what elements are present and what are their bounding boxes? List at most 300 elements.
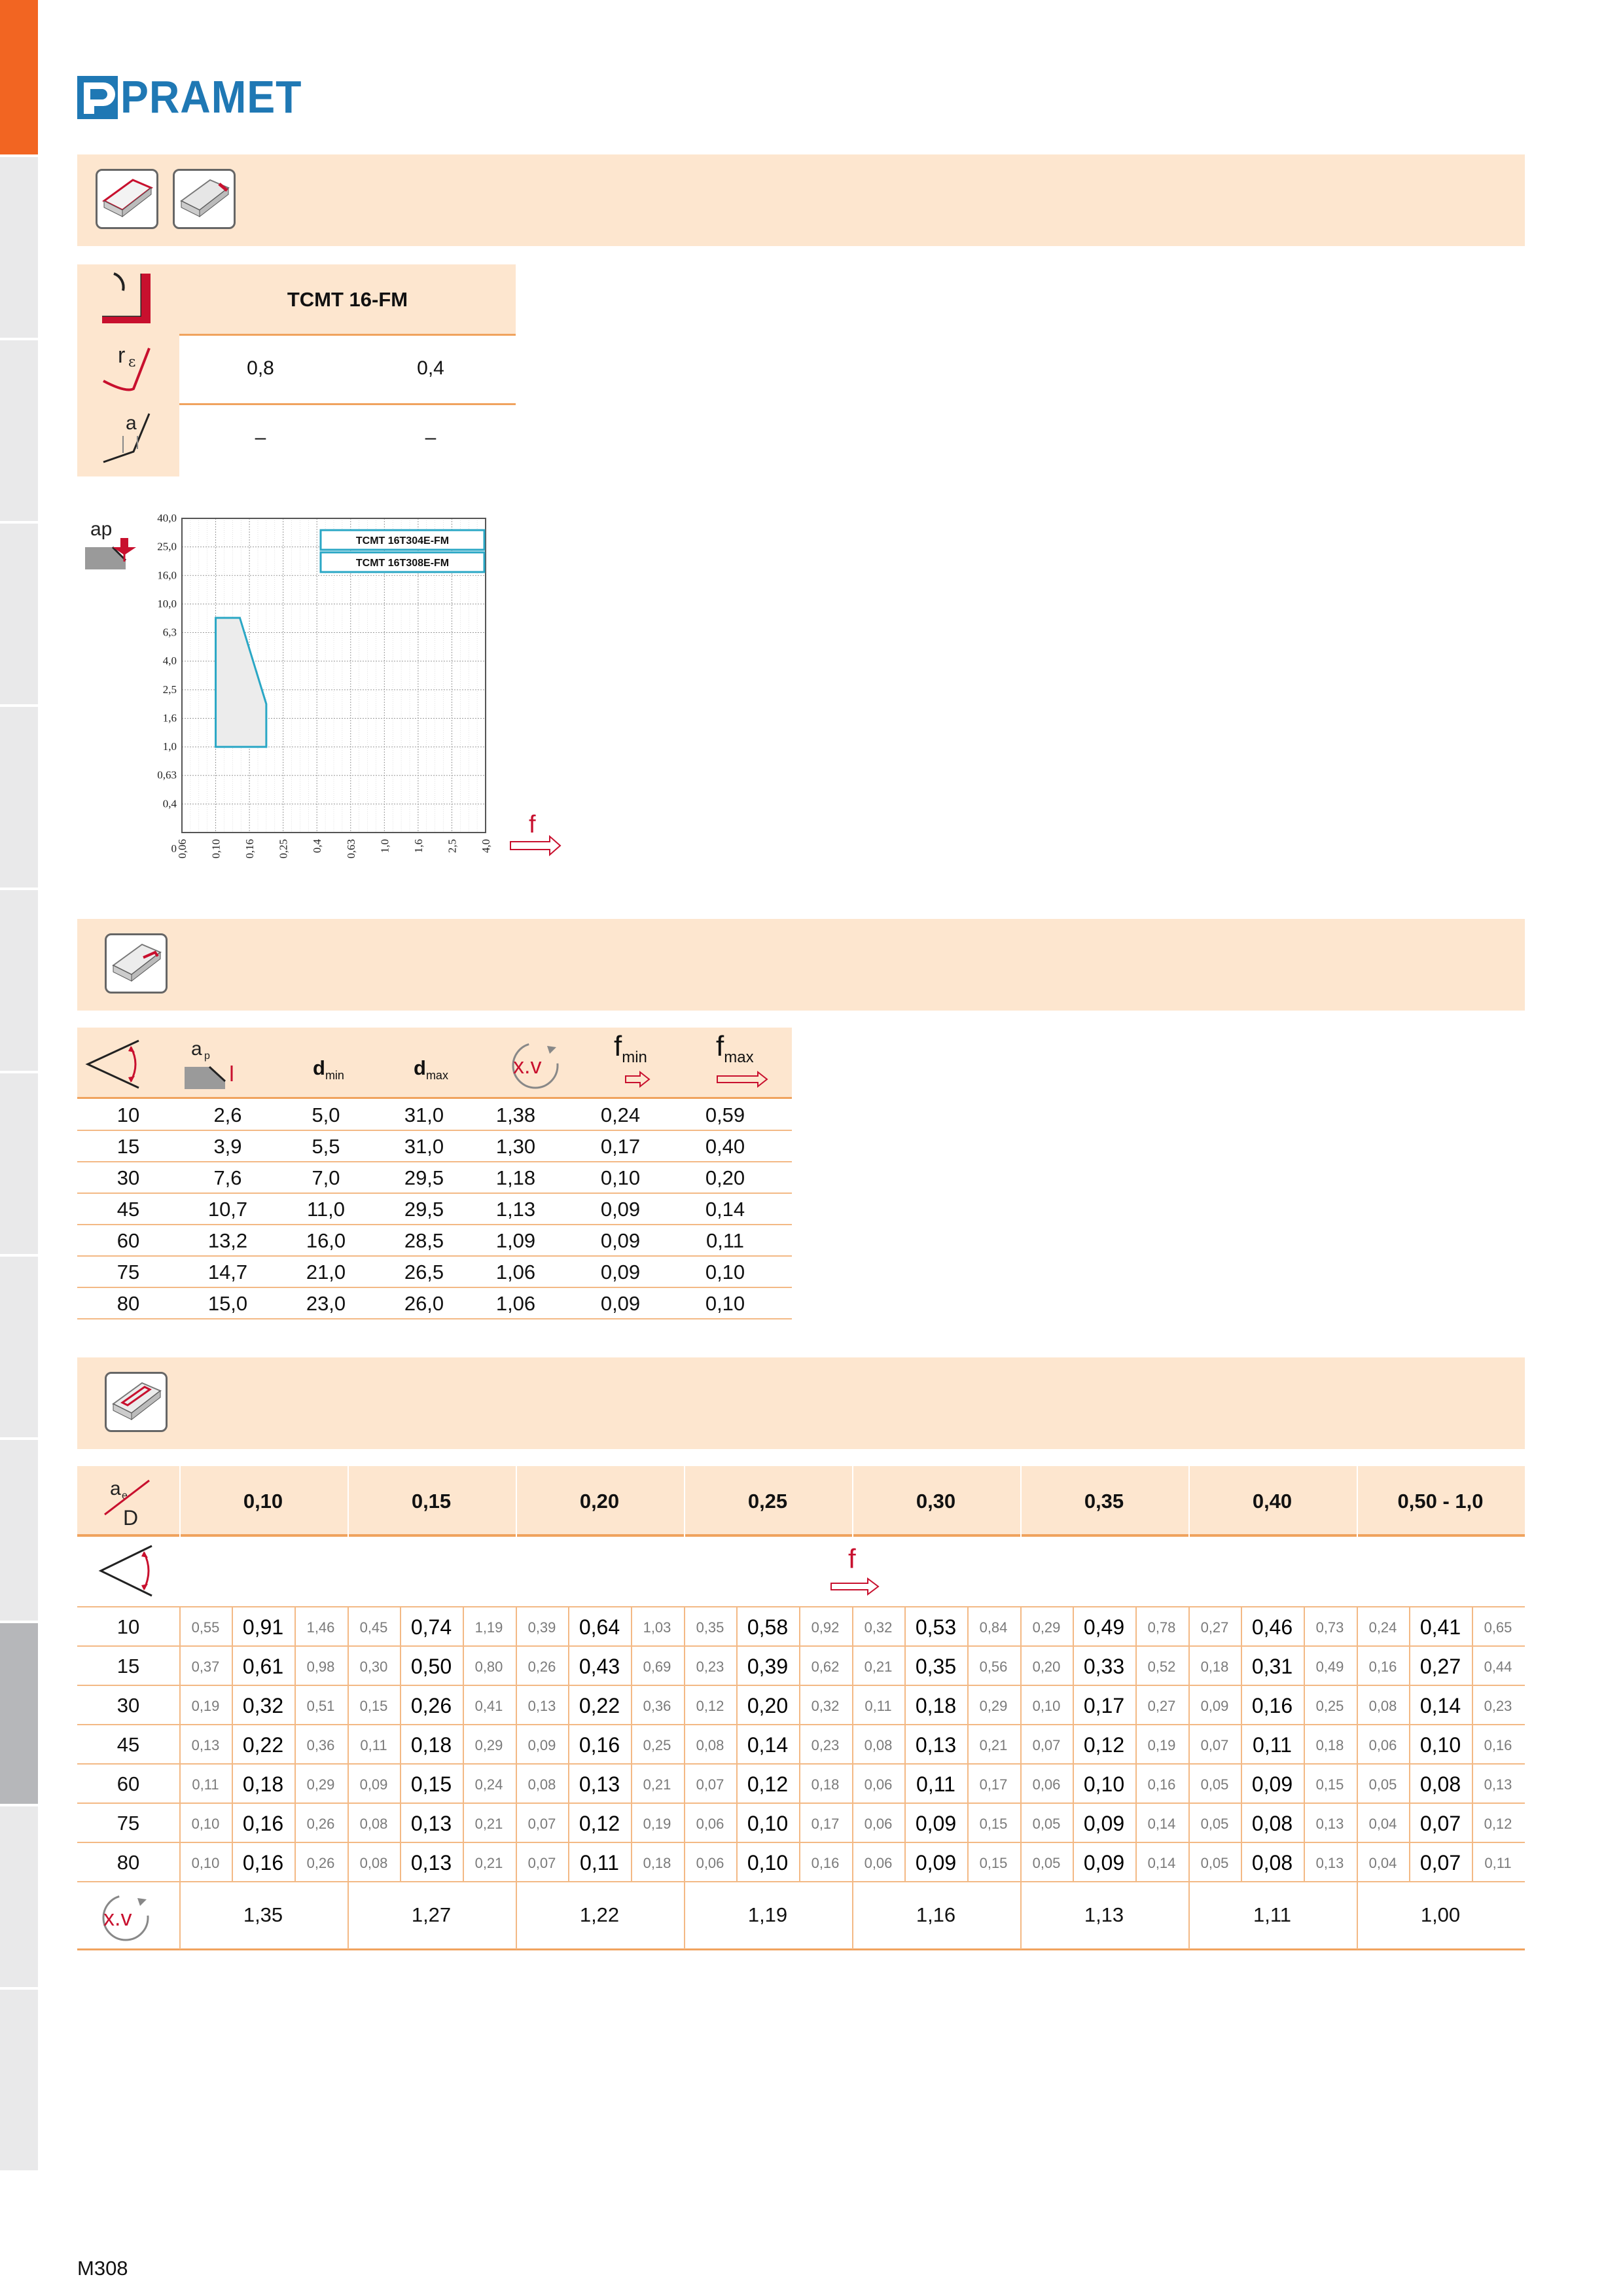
- table-cell: 0,10: [600, 1166, 641, 1189]
- feed-min: 0,07: [527, 1855, 556, 1871]
- feed-cell-group: [1357, 1725, 1524, 1765]
- side-tab: [0, 1987, 38, 2170]
- feed-max: 0,12: [1484, 1816, 1512, 1832]
- feed-recommended: 0,41: [1419, 1615, 1461, 1639]
- ramp-angle: 30: [116, 1694, 140, 1717]
- feed-recommended: 0,13: [410, 1812, 452, 1835]
- table-cell: 0,40: [705, 1135, 745, 1158]
- feed-recommended: 0,22: [242, 1733, 284, 1757]
- feed-min: 0,08: [696, 1737, 724, 1753]
- feed-max: 0,18: [811, 1776, 840, 1793]
- feed-recommended: 0,11: [1253, 1733, 1292, 1757]
- feed-cell-group: [1357, 1686, 1524, 1725]
- x-tick-label: 1,6: [412, 839, 425, 853]
- column-header: 0,35: [1084, 1490, 1124, 1513]
- column-header: 0,10: [243, 1490, 283, 1513]
- feed-recommended: 0,22: [579, 1694, 620, 1717]
- feed-min: 0,11: [192, 1776, 219, 1793]
- x-tick-label: 4,0: [480, 839, 492, 853]
- column-divider: [1357, 1882, 1358, 1949]
- table-row: [77, 1647, 1525, 1686]
- feed-max: 1,03: [643, 1619, 671, 1636]
- side-tab: [0, 1254, 38, 1437]
- table-cell: 11,0: [306, 1198, 346, 1221]
- feed-min: 0,08: [359, 1855, 388, 1871]
- application-area: [216, 618, 266, 747]
- svg-text:p: p: [204, 1050, 210, 1062]
- feed-max: 0,15: [979, 1855, 1008, 1871]
- correction-factor-icon: [507, 1037, 569, 1092]
- column-divider: [1357, 1466, 1358, 1537]
- feed-min: 0,09: [527, 1737, 556, 1753]
- feed-min: 0,05: [1032, 1855, 1061, 1871]
- table-cell: 45: [116, 1198, 140, 1221]
- feed-min: 0,07: [1032, 1737, 1061, 1753]
- feed-recommended: 0,12: [1083, 1733, 1125, 1757]
- x-tick-label: 0,16: [243, 839, 257, 859]
- feed-max: 0,29: [979, 1698, 1008, 1714]
- feed-max: 0,21: [474, 1855, 503, 1871]
- pramet-logo-icon: [77, 76, 118, 119]
- table-cell: 15: [116, 1135, 140, 1158]
- feed-max: 0,98: [306, 1659, 335, 1675]
- feed-recommended: 0,14: [1419, 1694, 1461, 1717]
- table-cell: 0,17: [600, 1135, 641, 1158]
- feed-max: 0,62: [811, 1659, 840, 1675]
- table-row: [77, 1131, 792, 1162]
- feed-cell-group: [1020, 1607, 1188, 1647]
- feed-max: 0,29: [474, 1737, 503, 1753]
- correction-factor-value: 1,16: [916, 1903, 956, 1926]
- column-divider: [348, 1882, 349, 1949]
- x-axis-label: f: [529, 811, 536, 838]
- feed-max: 0,21: [474, 1816, 503, 1832]
- feed-cell-group: [1020, 1804, 1188, 1843]
- table-cell: 0,11: [705, 1229, 745, 1252]
- feed-min: 0,06: [1032, 1776, 1061, 1793]
- column-divider: [1020, 1882, 1022, 1949]
- side-tab: [0, 704, 38, 888]
- land-width-icon: [99, 410, 158, 469]
- feed-max: 0,73: [1315, 1619, 1344, 1636]
- table-cell: 14,7: [207, 1261, 248, 1283]
- feed-max: 0,25: [1315, 1698, 1344, 1714]
- svg-text:a: a: [191, 1038, 202, 1060]
- feed-recommended: 0,14: [747, 1733, 789, 1757]
- feed-min: 0,05: [1200, 1816, 1229, 1832]
- feed-cell-group: [516, 1647, 683, 1686]
- feed-recommended: 0,35: [915, 1655, 957, 1678]
- feed-cell-group: [516, 1765, 683, 1804]
- feed-min: 0,27: [1200, 1619, 1229, 1636]
- ae-over-d-icon: [96, 1473, 161, 1532]
- side-tab-active-section: [0, 0, 38, 154]
- table-cell: 80: [116, 1292, 140, 1315]
- table-row: [77, 1607, 1525, 1647]
- table-cell: 1,09: [495, 1229, 536, 1252]
- feed-min: 0,06: [696, 1855, 724, 1871]
- side-tab: [0, 1071, 38, 1254]
- feed-arrow-icon: [624, 1071, 651, 1088]
- table-cell: 0,10: [705, 1292, 745, 1315]
- feed-recommended: 0,15: [410, 1772, 452, 1796]
- feed-recommended: 0,18: [915, 1694, 957, 1717]
- table-cell: 26,0: [404, 1292, 444, 1315]
- feed-recommended: 0,13: [579, 1772, 620, 1796]
- feed-min: 0,13: [191, 1737, 220, 1753]
- feed-cell-group: [1188, 1804, 1356, 1843]
- table-cell: 29,5: [404, 1198, 444, 1221]
- y-tick-label: 4,0: [162, 655, 177, 668]
- feed-min: 0,32: [864, 1619, 893, 1636]
- table-cell: 0,10: [705, 1261, 745, 1283]
- feed-max: 0,17: [811, 1816, 840, 1832]
- table-cell: 2,6: [213, 1103, 242, 1126]
- feed-cell-group: [852, 1765, 1020, 1804]
- feed-min: 0,07: [696, 1776, 724, 1793]
- table-cell: 21,0: [306, 1261, 346, 1283]
- feed-max: 0,16: [1147, 1776, 1176, 1793]
- feed-max: 1,19: [474, 1619, 503, 1636]
- feed-cell-group: [348, 1647, 515, 1686]
- table-cell: 13,2: [207, 1229, 248, 1252]
- ramp-angle-icon: [97, 1542, 162, 1600]
- feed-max: 0,19: [643, 1816, 671, 1832]
- svg-text:r: r: [118, 343, 126, 368]
- feed-min: 0,09: [359, 1776, 388, 1793]
- feed-recommended: 0,09: [915, 1812, 957, 1835]
- table-cell: 31,0: [404, 1103, 444, 1126]
- rule: [179, 334, 516, 336]
- table-row: [77, 1194, 792, 1225]
- table-row: [77, 1162, 792, 1194]
- feed-recommended: 0,11: [580, 1851, 619, 1874]
- side-tab-current: [0, 1621, 38, 1804]
- column-divider: [179, 1466, 181, 1537]
- table-row: [77, 1765, 1525, 1804]
- land-width-value: –: [255, 427, 266, 448]
- feed-recommended: 0,07: [1419, 1812, 1461, 1835]
- dmin-header: $d_{min}$: [313, 1056, 344, 1083]
- feed-cell-group: [684, 1686, 851, 1725]
- side-tab: [0, 521, 38, 704]
- correction-factor-value: 1,35: [243, 1903, 283, 1926]
- feed-min: 0,24: [1368, 1619, 1397, 1636]
- feed-min: 0,06: [864, 1776, 893, 1793]
- svg-text:e: e: [122, 1490, 128, 1501]
- feed-min: 0,26: [527, 1659, 556, 1675]
- table-cell: 23,0: [306, 1292, 346, 1315]
- feed-min: 0,23: [696, 1659, 724, 1675]
- feed-min: 0,05: [1368, 1776, 1397, 1793]
- feed-min: 0,45: [359, 1619, 388, 1636]
- feed-max: 0,17: [979, 1776, 1008, 1793]
- ramp-angle: 45: [116, 1733, 140, 1756]
- column-divider: [684, 1466, 685, 1537]
- feed-max: 0,52: [1147, 1659, 1176, 1675]
- feed-max: 0,24: [474, 1776, 503, 1793]
- x-tick-label: 0,63: [344, 839, 357, 859]
- feed-recommended: 0,46: [1251, 1615, 1293, 1639]
- feed-max: 0,11: [1484, 1855, 1512, 1871]
- column-header: 0,50 - 1,0: [1397, 1490, 1484, 1513]
- column-header: 0,25: [747, 1490, 788, 1513]
- table-cell: 1,38: [495, 1103, 536, 1126]
- ramp-angle: 60: [116, 1772, 140, 1795]
- table-cell: 1,30: [495, 1135, 536, 1158]
- feed-cell-group: [1020, 1725, 1188, 1765]
- feed-max: 0,56: [979, 1659, 1008, 1675]
- table-cell: 7,6: [213, 1166, 242, 1189]
- feed-min: 0,08: [864, 1737, 893, 1753]
- table-cell: 5,5: [312, 1135, 340, 1158]
- page-number: M308: [77, 2257, 128, 2280]
- feed-cell-group: [179, 1607, 347, 1647]
- feed-label: f: [848, 1543, 856, 1574]
- table-cell: 16,0: [306, 1229, 346, 1252]
- feed-cell-group: [1020, 1843, 1188, 1882]
- y-tick-label: 0: [171, 842, 177, 855]
- feed-min: 0,05: [1200, 1776, 1229, 1793]
- feed-recommended: 0,16: [579, 1733, 620, 1757]
- insert-application-icon: [96, 169, 158, 229]
- feed-cell-group: [1188, 1765, 1356, 1804]
- feed-min: 0,11: [360, 1737, 387, 1753]
- feed-recommended: 0,13: [915, 1733, 957, 1757]
- y-tick-label: 6,3: [162, 626, 177, 639]
- column-header: 0,40: [1252, 1490, 1293, 1513]
- table-cell: 10,7: [207, 1198, 248, 1221]
- feed-cell-group: [179, 1686, 347, 1725]
- feed-min: 0,55: [191, 1619, 220, 1636]
- legend-label: TCMT 16T308E-FM: [355, 558, 450, 569]
- table-row: [77, 1225, 792, 1257]
- table-cell: 1,06: [495, 1261, 536, 1283]
- feed-min: 0,35: [696, 1619, 724, 1636]
- table-cell: 0,20: [705, 1166, 745, 1189]
- feed-max: 0,65: [1484, 1619, 1512, 1636]
- feed-recommended: 0,08: [1419, 1772, 1461, 1796]
- y-tick-label: 0,63: [157, 768, 177, 781]
- feed-cell-group: [179, 1725, 347, 1765]
- feed-recommended: 0,18: [242, 1772, 284, 1796]
- table-cell: 75: [116, 1261, 140, 1283]
- feed-recommended: 0,58: [747, 1615, 789, 1639]
- table-cell: 30: [116, 1166, 140, 1189]
- feed-cell-group: [348, 1843, 515, 1882]
- feed-cell-group: [852, 1686, 1020, 1725]
- feed-recommended: 0,08: [1251, 1812, 1293, 1835]
- land-width-value: –: [425, 427, 437, 448]
- svg-text:a: a: [126, 412, 137, 434]
- feed-max: 0,41: [474, 1698, 503, 1714]
- feed-max: 0,80: [474, 1659, 503, 1675]
- feed-recommended: 0,91: [242, 1615, 284, 1639]
- table-cell: 28,5: [404, 1229, 444, 1252]
- feed-min: 0,29: [1032, 1619, 1061, 1636]
- feed-max: 0,18: [643, 1855, 671, 1871]
- table-cell: 26,5: [404, 1261, 444, 1283]
- section-band-profiling: [77, 919, 1525, 1011]
- table-row: [77, 1257, 792, 1288]
- column-divider: [852, 1882, 853, 1949]
- table-row: [77, 1100, 792, 1131]
- feed-recommended: 0,39: [747, 1655, 789, 1678]
- feed-cell-group: [684, 1765, 851, 1804]
- feed-cell-group: [516, 1607, 683, 1647]
- rule: [77, 1097, 792, 1099]
- insert-application-icon: [173, 169, 236, 229]
- correction-factor-icon: [97, 1888, 160, 1945]
- ramp-angle: 15: [116, 1655, 140, 1677]
- column-divider: [1020, 1466, 1022, 1537]
- feed-max: 0,84: [979, 1619, 1008, 1636]
- side-tab: [0, 154, 38, 338]
- table-cell: 0,09: [600, 1229, 641, 1252]
- feed-recommended: 0,74: [410, 1615, 452, 1639]
- feed-min: 0,11: [865, 1698, 892, 1714]
- feed-max: 0,26: [306, 1855, 335, 1871]
- feed-recommended: 0,07: [1419, 1851, 1461, 1874]
- feed-cell-group: [348, 1804, 515, 1843]
- feed-arrow-icon: [830, 1577, 880, 1596]
- feed-cell-group: [1188, 1843, 1356, 1882]
- table-row: [77, 1804, 1525, 1843]
- feed-recommended: 0,11: [916, 1772, 955, 1796]
- correction-factor-value: 1,27: [411, 1903, 452, 1926]
- feed-recommended: 0,18: [410, 1733, 452, 1757]
- column-divider: [684, 1882, 685, 1949]
- fmin-header: $f_{min}$: [614, 1030, 647, 1066]
- y-tick-label: 1,6: [162, 711, 177, 725]
- feed-cell-group: [852, 1843, 1020, 1882]
- feed-recommended: 0,31: [1251, 1655, 1293, 1678]
- feed-max: 0,36: [643, 1698, 671, 1714]
- feed-recommended: 0,09: [1083, 1851, 1125, 1874]
- feed-cell-group: [1357, 1647, 1524, 1686]
- feed-min: 0,37: [191, 1659, 220, 1675]
- column-header: 0,15: [411, 1490, 452, 1513]
- feed-cell-group: [1020, 1765, 1188, 1804]
- feed-max: 0,23: [811, 1737, 840, 1753]
- feed-max: 0,29: [306, 1776, 335, 1793]
- feed-min: 0,05: [1032, 1816, 1061, 1832]
- feed-cell-group: [1357, 1843, 1524, 1882]
- pramet-logo: [77, 73, 306, 123]
- x-tick-label: 0,06: [176, 839, 188, 859]
- feed-cell-group: [684, 1647, 851, 1686]
- y-tick-label: 10,0: [157, 597, 177, 610]
- table-cell: 29,5: [404, 1166, 444, 1189]
- feed-min: 0,13: [527, 1698, 556, 1714]
- correction-factor-value: 1,11: [1253, 1903, 1292, 1926]
- feed-min: 0,10: [1032, 1698, 1061, 1714]
- side-tab: [0, 1437, 38, 1621]
- feed-max: 0,44: [1484, 1659, 1512, 1675]
- ramp-angle: 80: [116, 1851, 140, 1874]
- correction-factor-value: 1,13: [1084, 1903, 1124, 1926]
- feed-recommended: 0,10: [747, 1851, 789, 1874]
- feed-recommended: 0,49: [1083, 1615, 1125, 1639]
- y-tick-label: 1,0: [162, 740, 177, 753]
- feed-recommended: 0,43: [579, 1655, 620, 1678]
- feed-cell-group: [1188, 1607, 1356, 1647]
- table-row: [77, 1725, 1525, 1765]
- column-divider: [1188, 1882, 1190, 1949]
- section-band-grooving: [77, 1357, 1525, 1449]
- svg-text:ε: ε: [128, 354, 136, 370]
- feed-max: 0,32: [811, 1698, 840, 1714]
- feed-cell-group: [684, 1607, 851, 1647]
- feed-cell-group: [348, 1725, 515, 1765]
- feed-max: 0,13: [1315, 1855, 1344, 1871]
- feed-recommended: 0,12: [579, 1812, 620, 1835]
- feed-max: 0,15: [1315, 1776, 1344, 1793]
- fmax-header: $f_{max}$: [716, 1030, 754, 1066]
- feed-cell-group: [1188, 1686, 1356, 1725]
- feed-min: 0,15: [359, 1698, 388, 1714]
- y-tick-label: 40,0: [157, 512, 177, 524]
- feed-max: 0,27: [1147, 1698, 1176, 1714]
- feed-max: 0,13: [1484, 1776, 1512, 1793]
- side-tab: [0, 338, 38, 521]
- feed-cell-group: [1020, 1647, 1188, 1686]
- x-tick-label: 1,0: [378, 839, 391, 853]
- column-header: 0,20: [579, 1490, 620, 1513]
- table-cell: 0,09: [600, 1292, 641, 1315]
- column-divider: [179, 1882, 181, 1949]
- feed-recommended: 0,12: [747, 1772, 789, 1796]
- table-row: [77, 1843, 1525, 1882]
- feed-max: 0,49: [1315, 1659, 1344, 1675]
- table-cell: 1,18: [495, 1166, 536, 1189]
- feed-cell-group: [179, 1647, 347, 1686]
- feed-max: 0,92: [811, 1619, 840, 1636]
- svg-text:a: a: [110, 1478, 121, 1499]
- profiling-application-icon: [105, 933, 168, 994]
- insert-shape-icon: [99, 271, 158, 330]
- feed-min: 0,06: [696, 1816, 724, 1832]
- feed-recommended: 0,17: [1083, 1694, 1125, 1717]
- feed-min: 0,06: [864, 1855, 893, 1871]
- x-tick-label: 0,25: [277, 839, 290, 859]
- table-cell: 31,0: [404, 1135, 444, 1158]
- feed-min: 0,07: [527, 1816, 556, 1832]
- side-tab: [0, 888, 38, 1071]
- feed-recommended: 0,09: [1251, 1772, 1293, 1796]
- correction-factor-value: 1,00: [1420, 1903, 1461, 1926]
- chipbreaker-application-chart: [77, 504, 575, 870]
- feed-cell-group: [684, 1725, 851, 1765]
- feed-min: 0,20: [1032, 1659, 1061, 1675]
- feed-cell-group: [1357, 1607, 1524, 1647]
- feed-max: 0,69: [643, 1659, 671, 1675]
- feed-cell-group: [1188, 1725, 1356, 1765]
- x-tick-label: 0,4: [311, 839, 324, 853]
- feed-recommended: 0,61: [242, 1655, 284, 1678]
- feed-cell-group: [852, 1725, 1020, 1765]
- table-cell: 15,0: [207, 1292, 248, 1315]
- feed-recommended: 0,08: [1251, 1851, 1293, 1874]
- feed-max: 0,19: [1147, 1737, 1176, 1753]
- table-cell: 1,06: [495, 1292, 536, 1315]
- radius-value: 0,4: [417, 357, 444, 379]
- feed-cell-group: [516, 1686, 683, 1725]
- feed-cell-group: [348, 1765, 515, 1804]
- feed-min: 0,21: [864, 1659, 893, 1675]
- corner-radius-icon: [99, 342, 158, 401]
- feed-direction-row: [77, 1537, 1525, 1607]
